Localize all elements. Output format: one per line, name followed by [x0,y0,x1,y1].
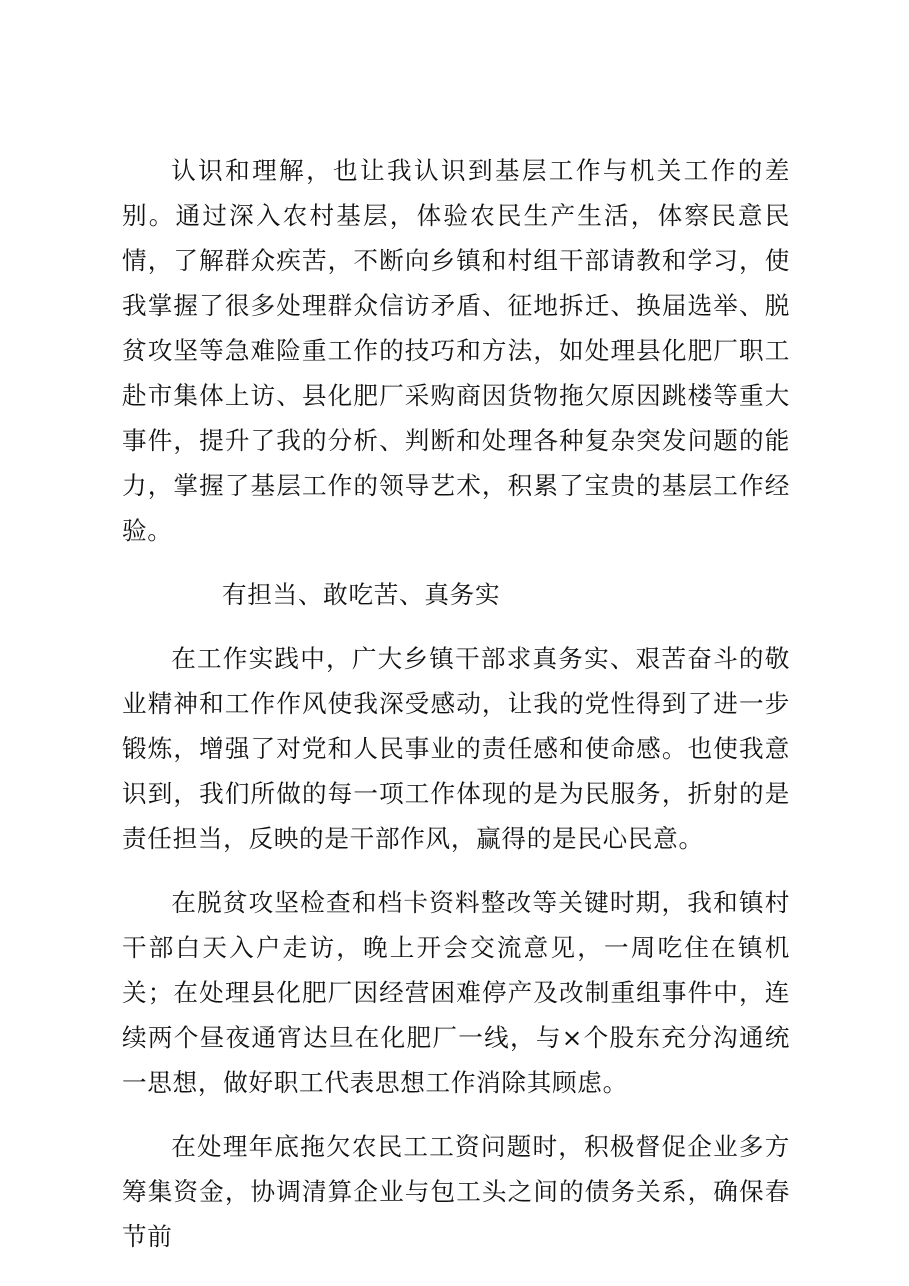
paragraph-migrant-wages: 在处理年底拖欠农民工工资问题时，积极督促企业多方筹集资金，协调清算企业与包工头之间的债务关系，确保春节前 [122,1132,790,1251]
section-heading: 有担当、敢吃苦、真务实 [222,580,501,609]
paragraph-poverty-alleviation: 在脱贫攻坚检查和档卡资料整改等关键时期，我和镇村干部白天入户走访，晚上开会交流意见，一周吃住在镇机关；在处理县化肥厂因经营困难停产及改制重组事件中，连续两个昼夜通宵达旦在化肥厂一线，与×个股东充分沟通统一思想，做好职工代表思想工作消除其顾虑。 [122,888,790,1097]
paragraph-understanding: 认识和理解，也让我认识到基层工作与机关工作的差别。通过深入农村基层，体验农民生产生活，体察民意民情，了解群众疾苦，不断向乡镇和村组干部请教和学习，使我掌握了很多处理群众信访矛盾、征地拆迁、换届选举、脱贫攻坚等急难险重工作的技巧和方法，如处理县化肥厂职工赴市集体上访、县化肥厂采购商因货物拖欠原因跳楼等重大事件，提升了我的分析、判断和处理各种复杂突发问题的能力，掌握了基层工作的领导艺术，积累了宝贵的基层工作经验。 [122,156,790,545]
document-page [122,148,790,1278]
paragraph-work-practice: 在工作实践中，广大乡镇干部求真务实、艰苦奋斗的敬业精神和工作作风使我深受感动，让我的党性得到了进一步锻炼，增强了对党和人民事业的责任感和使命感。也使我意识到，我们所做的每一项工作体现的是为民服务，折射的是责任担当，反映的是干部作风，赢得的是民心民意。 [122,644,790,853]
